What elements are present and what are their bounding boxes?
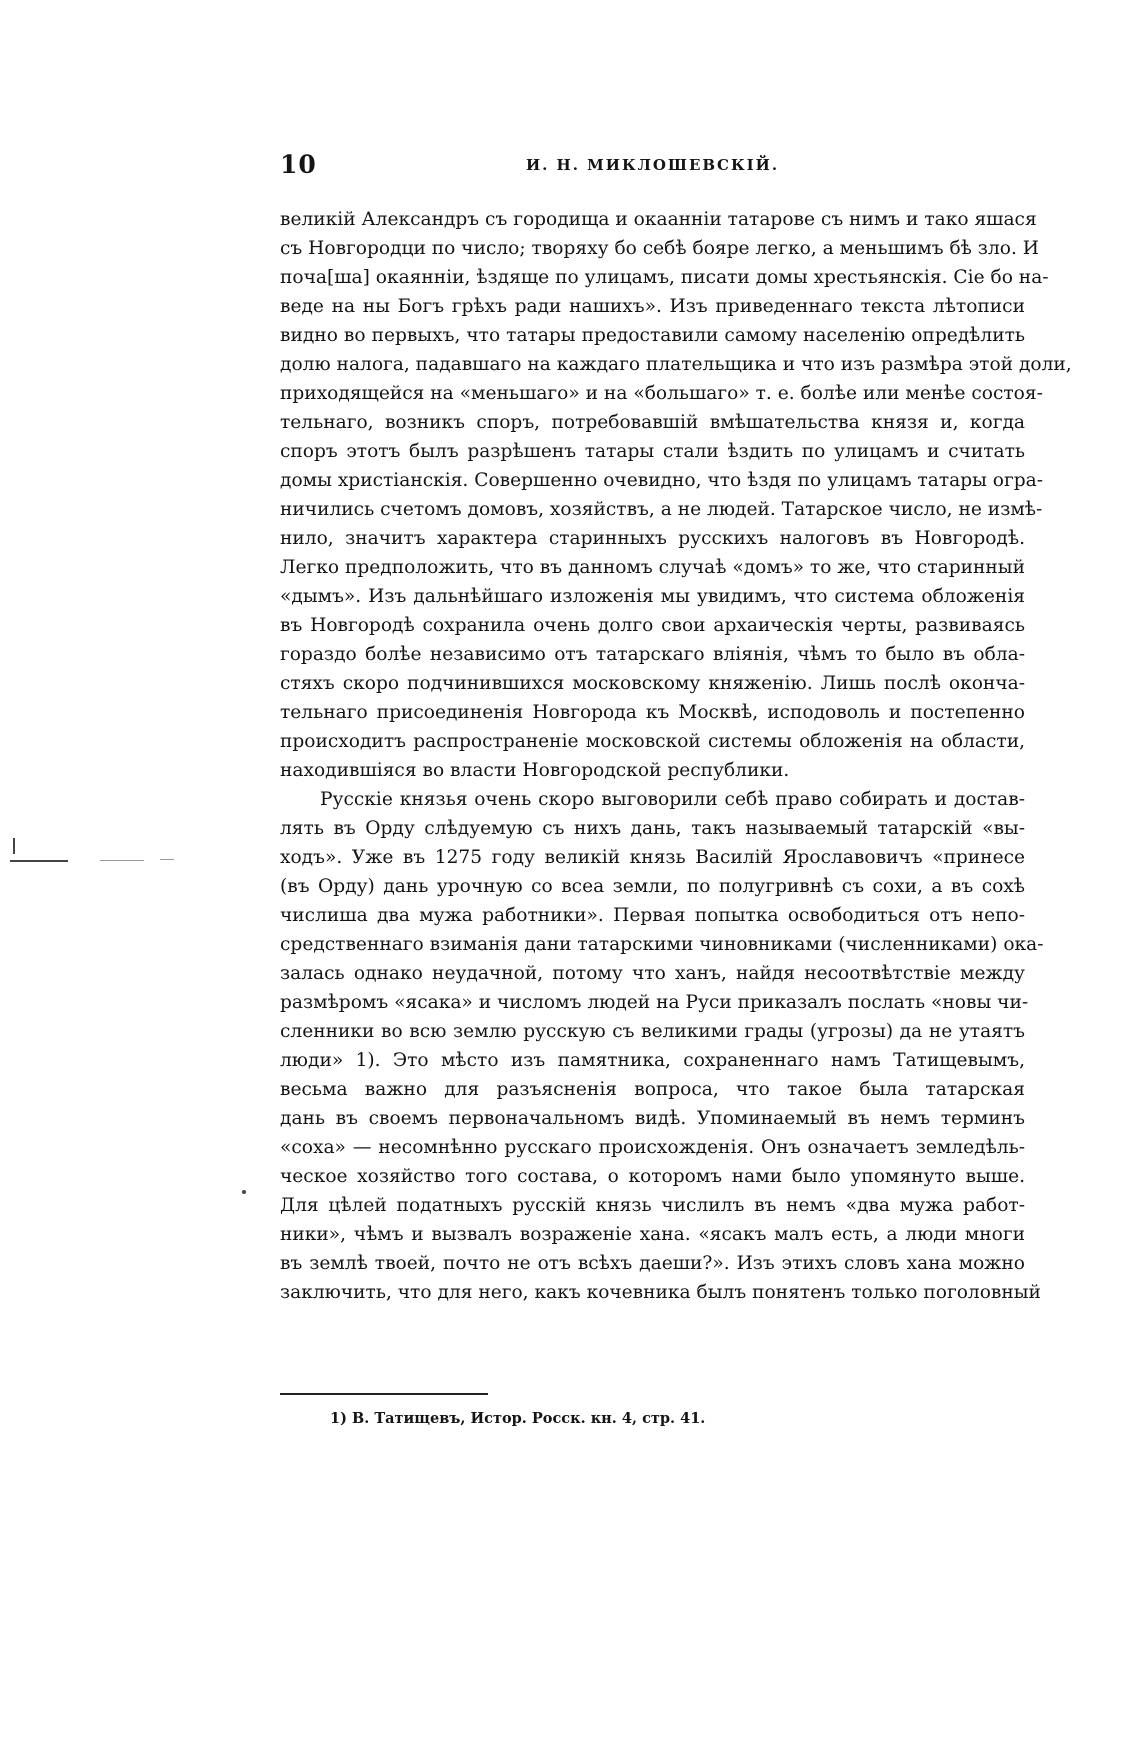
text-line: нило, значитъ характера старинныхъ русскихъ налоговъ въ Новгородѣ.	[280, 528, 1025, 549]
text-line: тельнаго присоединенія Новгорода къ Москвѣ, исподоволь и постепенно	[280, 702, 1025, 723]
text-line: домы христіанскія. Совершенно очевидно, что ѣздя по улицамъ татары огра-	[280, 470, 1044, 491]
text-line: «соха» — несомнѣнно русскаго происхожденія. Онъ означаетъ земледѣль-	[280, 1137, 1025, 1158]
page-header	[280, 150, 1025, 190]
text-line: «дымъ». Изъ дальнѣйшаго изложенія мы увидимъ, что система обложенія	[280, 586, 1025, 607]
text-line: Русскіе князья очень скоро выговорили себѣ право собирать и достав-	[320, 789, 1025, 810]
text-line: заключить, что для него, какъ кочевника былъ понятенъ только поголовный	[280, 1282, 1041, 1303]
text-line: сленники во всю землю русскую съ великими грады (угрозы) да не утаятъ	[280, 1021, 1025, 1042]
page-number: 10	[280, 150, 317, 179]
text-line: стяхъ скоро подчинившихся московскому княженію. Лишь послѣ оконча-	[280, 673, 1025, 694]
text-line: весьма важно для разъясненія вопроса, что такое была татарская	[280, 1079, 1025, 1100]
text-line: приходящейся на «меньшаго» и на «большаго» т. е. болѣе или менѣе состоя-	[280, 383, 1043, 404]
text-line: дань въ своемъ первоначальномъ видѣ. Упоминаемый въ немъ терминъ	[280, 1108, 1025, 1129]
text-line: ничились счетомъ домовъ, хозяйствъ, а не людей. Татарское число, не измѣ-	[280, 499, 1043, 520]
text-line: въ Новгородѣ сохранила очень долго свои архаическія черты, развиваясь	[280, 615, 1025, 636]
footnote-rule	[280, 1393, 488, 1395]
scan-mark	[160, 859, 174, 860]
text-line: люди» 1). Это мѣсто изъ памятника, сохраненнаго намъ Татищевымъ,	[280, 1050, 1025, 1071]
text-line: ники», чѣмъ и вызвалъ возраженіе хана. «ясакъ малъ есть, а люди многи	[280, 1224, 1025, 1245]
text-line: съ Новгородци по число; творяху бо себѣ бояре легко, а меньшимъ бѣ зло. И	[280, 238, 1039, 259]
text-line: числиша два мужа работники». Первая попытка освободиться отъ непо-	[280, 905, 1025, 926]
text-line: веде на ны Богъ грѣхъ ради нашихъ». Изъ приведеннаго текста лѣтописи	[280, 296, 1025, 317]
text-line: залась однако неудачной, потому что ханъ, найдя несоотвѣтствіе между	[280, 963, 1025, 984]
text-line: происходитъ распространеніе московской системы обложенія на области,	[280, 731, 1025, 752]
text-line: Для цѣлей податныхъ русскій князь числилъ въ немъ «два мужа работ-	[280, 1195, 1025, 1216]
text-line: въ землѣ твоей, почто не отъ всѣхъ даеши?». Изъ этихъ словъ хана можно	[280, 1253, 1025, 1274]
text-line: размѣромъ «ясака» и числомъ людей на Руси приказалъ послать «новы чи-	[280, 992, 1029, 1013]
scan-mark	[100, 860, 144, 861]
text-line: (въ Орду) дань урочную со всеа земли, по полугривнѣ съ сохи, а въ сохѣ	[280, 876, 1025, 897]
footnote: 1) В. Татищевъ, Истор. Росск. кн. 4, стр. 41.	[330, 1410, 706, 1427]
text-line: споръ этотъ былъ разрѣшенъ татары стали ѣздить по улицамъ и считать	[280, 441, 1025, 462]
text-line: Легко предположить, что въ данномъ случаѣ «домъ» то же, что старинный	[280, 557, 1025, 578]
text-line: долю налога, падавшаго на каждаго плательщика и что изъ размѣра этой доли,	[280, 354, 1072, 375]
text-line: лять въ Орду слѣдуемую съ нихъ дань, такъ называемый татарскій «вы-	[280, 818, 1025, 839]
text-line: поча[ша] окаянніи, ѣздяще по улицамъ, писати домы хрестьянскія. Сіе бо на-	[280, 267, 1049, 288]
scan-mark	[13, 838, 15, 854]
text-line: ческое хозяйство того состава, о которомъ нами было упомянуто выше.	[280, 1166, 1025, 1187]
text-line: видно во первыхъ, что татары предоставили самому населенію опредѣлить	[280, 325, 1025, 346]
text-line: находившіяся во власти Новгородской республики.	[280, 760, 790, 781]
text-line: гораздо болѣе независимо отъ татарскаго вліянія, чѣмъ то было въ обла-	[280, 644, 1025, 665]
text-line: ходъ». Уже въ 1275 году великій князь Василій Ярославовичъ «принесе	[280, 847, 1025, 868]
body-text	[280, 205, 1072, 1307]
scan-mark	[242, 1190, 246, 1194]
text-line: средственнаго взиманія дани татарскими чиновниками (численниками) ока-	[280, 934, 1044, 955]
scan-mark	[10, 860, 68, 862]
text-line: тельнаго, возникъ споръ, потребовавшій вмѣшательства князя и, когда	[280, 412, 1025, 433]
text-line: великій Александръ съ городища и окаанніи татарове съ нимъ и тако яшася	[280, 209, 1037, 230]
running-head: И. Н. МИКЛОШЕВСКІЙ.	[525, 156, 780, 174]
